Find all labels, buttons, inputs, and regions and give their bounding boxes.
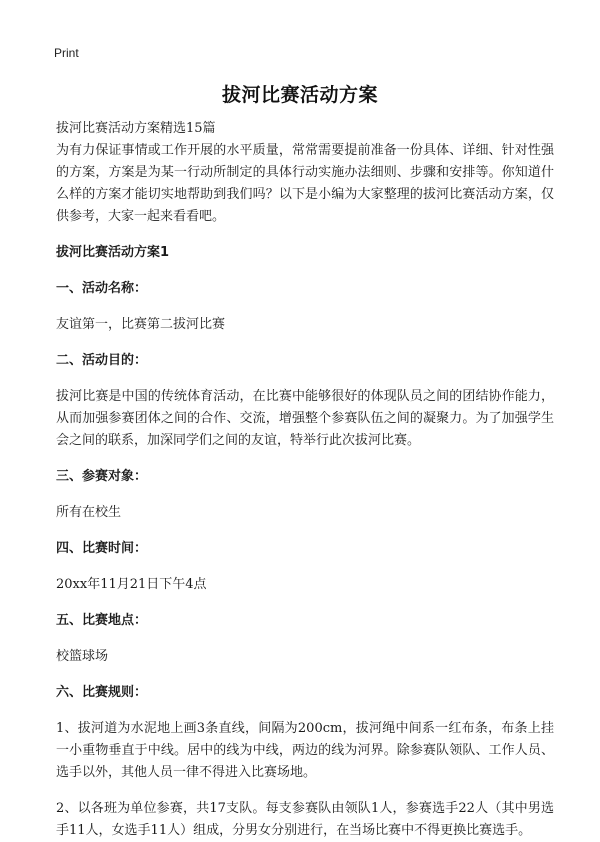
section-text-name: 友谊第一，比赛第二拔河比赛 bbox=[56, 317, 226, 332]
section-text-purpose: 拔河比赛是中国的传统体育活动，在比赛中能够很好的体现队员之间的团结协作能力，从而加强参赛团体之间的合作、交流，增强整个参赛队伍之间的凝聚力。为了加强学生会之间的联系，加深同学们之间的友谊，特举行此次拔河比赛。 bbox=[56, 389, 554, 448]
rule-item-1: 1、拔河道为水泥地上画3条直线，间隔为200cm，拔河绳中间系一红布条，布条上挂一小重物垂直于中线。居中的线为中线，两边的线为河界。除参赛队领队、工作人员、选手以外，其他人员一律不得进入比赛场地。 bbox=[56, 721, 554, 780]
section-text-time: 20xx年11月21日下午4点 bbox=[56, 577, 207, 592]
section-heading-rules: 六、比赛规则： bbox=[56, 685, 148, 700]
rule-item-2: 2、以各班为单位参赛，共17支队。每支参赛队由领队1人，参赛选手22人（其中男选手11人，女选手11人）组成，分男女分别进行，在当场比赛中不得更换比赛选手。 bbox=[56, 801, 554, 838]
section-heading-location: 五、比赛地点： bbox=[56, 613, 148, 628]
plan-heading: 拔河比赛活动方案1 bbox=[56, 245, 170, 260]
section-text-participants: 所有在校生 bbox=[56, 505, 122, 520]
section-heading-name: 一、活动名称： bbox=[56, 281, 148, 296]
print-label: Print bbox=[54, 46, 79, 60]
document-subtitle: 拔河比赛活动方案精选15篇 bbox=[56, 121, 216, 136]
document-body bbox=[56, 118, 554, 842]
section-heading-purpose: 二、活动目的： bbox=[56, 353, 148, 368]
section-heading-participants: 三、参赛对象： bbox=[56, 469, 148, 484]
section-text-location: 校篮球场 bbox=[56, 649, 109, 664]
section-heading-time: 四、比赛时间： bbox=[56, 541, 148, 556]
intro-paragraph: 为有力保证事情或工作开展的水平质量，常常需要提前准备一份具体、详细、针对性强的方案，方案是为某一行动所制定的具体行动实施办法细则、步骤和安排等。你知道什么样的方案才能切实地帮助到我们吗？以下是小编为大家整理的拔河比赛活动方案，仅供参考，大家一起来看看吧。 bbox=[56, 143, 554, 224]
document-title: 拔河比赛活动方案 bbox=[221, 84, 378, 106]
